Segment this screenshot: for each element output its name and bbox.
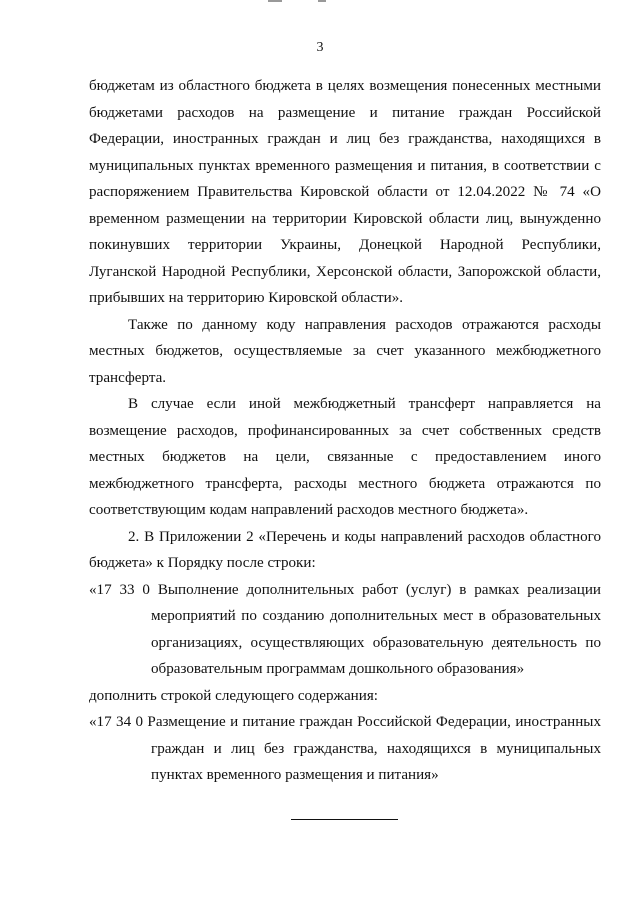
body-line-16: межбюджетного трансферта, расходы местного бюджета отражаются по [89,476,601,492]
body-line-17: соответствующим кодам направлений расходов местного бюджета». [89,502,529,518]
page-number: 3 [316,40,324,55]
body-line-6: временном размещении на территории Кировской области лиц, вынужденно [89,211,601,227]
body-line-14: возмещение расходов, профинансированных за счет собственных средств [89,423,601,439]
body-line-7: покинувших территории Украины, Донецкой Народной Республики, [89,237,601,253]
body-line-1: бюджетам из областного бюджета в целях возмещения понесенных местными [89,78,601,94]
body-line-2: бюджетами расходов на размещение и питание граждан Российской [89,105,601,121]
body-line-12: трансферта. [89,370,167,386]
scan-artifact-left [268,0,282,2]
closing-rule [291,819,398,820]
body-line-3: Федерации, иностранных граждан и лиц без гражданства, находящихся в [89,131,601,147]
body-line-9: прибывших на территорию Кировской области». [89,290,404,306]
body-line-27: пунктах временного размещения и питания» [151,767,439,783]
body-line-4: муниципальных пунктах временного размещения и питания, в соответствии с [89,158,601,174]
body-line-25: «17 34 0 Размещение и питание граждан Российской Федерации, иностранных [89,714,601,730]
body-line-26: граждан и лиц без гражданства, находящихся в муниципальных [151,741,601,757]
body-line-19: бюджета» к Порядку после строки: [89,555,316,571]
body-line-11: местных бюджетов, осуществляемые за счет указанного межбюджетного [89,343,601,359]
body-line-22: организациях, осуществляющих образовательную деятельность по [151,635,601,651]
body-line-21: мероприятий по созданию дополнительных мест в образовательных [151,608,601,624]
body-line-18: 2. В Приложении 2 «Перечень и коды направлений расходов областного [128,529,601,545]
body-line-24: дополнить строкой следующего содержания: [89,688,378,704]
scan-artifact-right [318,0,326,2]
body-line-20: «17 33 0 Выполнение дополнительных работ (услуг) в рамках реализации [89,582,601,598]
body-line-15: местных бюджетов на цели, связанные с предоставлением иного [89,449,601,465]
body-line-5: распоряжением Правительства Кировской области от 12.04.2022 № 74 «О [89,184,601,200]
body-line-8: Луганской Народной Республики, Херсонской области, Запорожской области, [89,264,601,280]
body-line-10: Также по данному коду направления расходов отражаются расходы [128,317,601,333]
body-line-13: В случае если иной межбюджетный трансферт направляется на [128,396,601,412]
body-line-23: образовательным программам дошкольного образования» [151,661,525,677]
